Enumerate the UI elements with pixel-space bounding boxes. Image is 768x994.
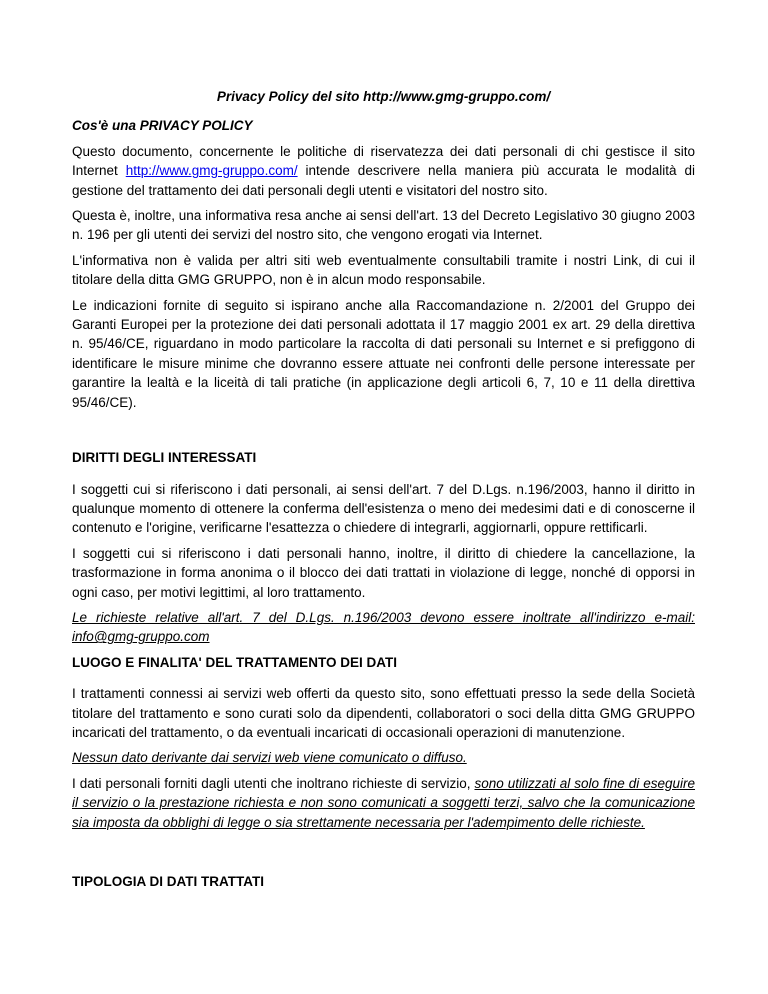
intro-heading: Cos'è una PRIVACY POLICY	[72, 118, 253, 134]
intro-paragraph-1-after-link: intende descrivere nella maniera più accurata le modalità di gestione del trattamento dei dati personali degli utenti e visitatori del nostro sito.	[72, 163, 695, 198]
diritti-paragraph-2: I soggetti cui si riferiscono i dati personali hanno, inoltre, il diritto di chiedere la cancellazione, la trasformazione in forma anonima o il blocco dei dati trattati in violazione di legge, nonché di opporsi in ogni caso, per motivi legittimi, al loro trattamento.	[72, 545, 695, 600]
document-title: Privacy Policy del sito http://www.gmg-gruppo.com/	[216, 89, 551, 104]
intro-paragraph-1-before-link: Questo documento, concernente le politiche di riservatezza dei dati personali di chi gestisce il sito Internet	[72, 143, 695, 179]
intro-paragraph-2: Questa è, inoltre, una informativa resa anche ai sensi dell'art. 13 del Decreto Legislativo 30 giugno 2003 n. 196 per gli utenti dei servizi del nostro sito, che vengono erogati via Internet.	[72, 208, 695, 243]
intro-paragraph-3: L'informativa non è valida per altri siti web eventualmente consultabili tramite i nostri Link, di cui il titolare della ditta GMG GRUPPO, non è in alcun modo responsabile.	[72, 252, 695, 288]
intro-paragraph-1	[72, 142, 695, 200]
site-url-link[interactable]: http://www.gmg-gruppo.com/	[125, 163, 298, 179]
luogo-paragraph-1: I trattamenti connessi ai servizi web offerti da questo sito, sono effettuati presso la sede della Società titolare del trattamento e sono curati solo da dipendenti, collaboratori o soci della ditta GMG GRUPPO incaricati del trattamento, o da eventuali incaricati di occasionali operazioni di manutenzione.	[72, 686, 695, 740]
luogo-paragraph-2-regular: I dati personali forniti dagli utenti che inoltrano richieste di servizio,	[72, 775, 475, 791]
luogo-paragraph-2	[72, 774, 695, 832]
diritti-paragraph-1: I soggetti cui si riferiscono i dati personali, ai sensi dell'art. 7 del D.Lgs. n.196/2003, hanno il diritto in qualunque momento di ottenere la conferma dell'esistenza o meno dei medesimi dati e di conoscerne il contenuto e l'origine, verificarne l'esattezza o chiedere di integrarli, aggiornarli, oppure rettificarli.	[72, 481, 695, 536]
diritti-email-note: Le richieste relative all'art. 7 del D.Lgs. n.196/2003 devono essere inoltrate all'indirizzo e-mail: info@gmg-gruppo.com	[72, 609, 695, 645]
luogo-note-no-diffusion: Nessun dato derivante dai servizi web viene comunicato o diffuso.	[72, 750, 467, 766]
luogo-paragraph-2-emphasis: sono utilizzati al solo fine di eseguire il servizio o la prestazione richiesta e non sono comunicati a soggetti terzi, salvo che la comunicazione sia imposta da obblighi di legge o sia strettamente necessaria per l'adempimento delle richieste.	[72, 775, 696, 830]
section-heading-diritti: DIRITTI DEGLI INTERESSATI	[72, 450, 257, 466]
section-heading-luogo: LUOGO E FINALITA' DEL TRATTAMENTO DEI DATI	[72, 654, 397, 670]
section-heading-tipologia: TIPOLOGIA DI DATI TRATTATI	[72, 874, 264, 889]
intro-paragraph-4: Le indicazioni fornite di seguito si ispirano anche alla Raccomandazione n. 2/2001 del Gruppo dei Garanti Europei per la protezione dei dati personali adottata il 17 maggio 2001 ex art. 29 della direttiva n. 95/46/CE, riguardano in modo particolare la raccolta di dati personali su Internet e si prefiggono di identificare le misure minime che dovranno essere attuate nei confronti delle persone interessate per garantire la lealtà e la liceità di tali pratiche (in applicazione degli articoli 6, 7, 10 e 11 della direttiva 95/46/CE).	[72, 297, 695, 410]
